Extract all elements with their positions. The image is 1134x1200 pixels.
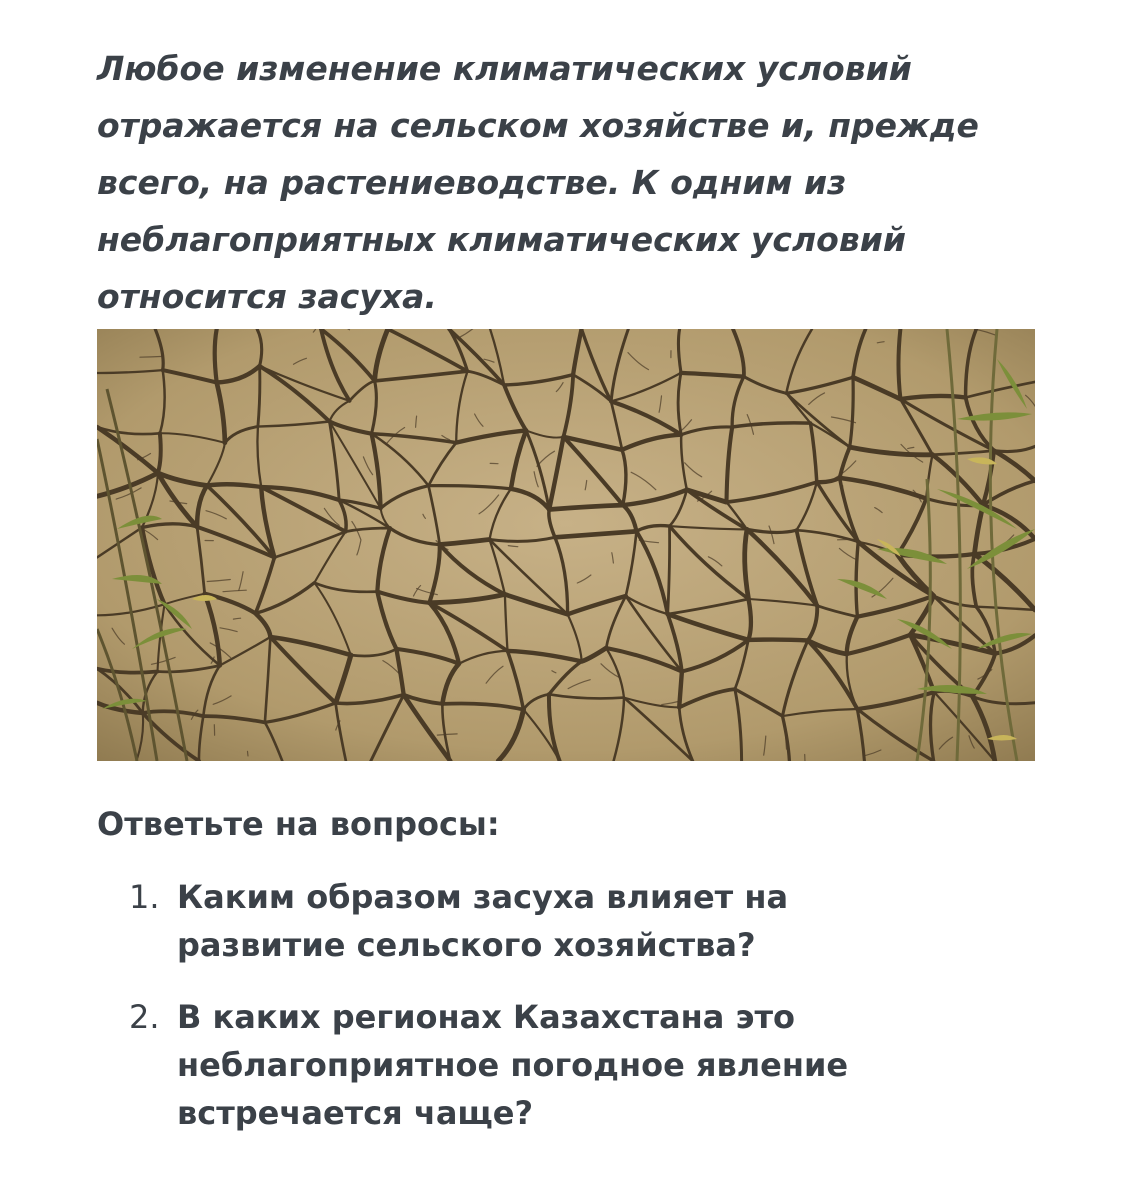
soil-crack (898, 329, 900, 399)
question-line: В каких регионах Казахстана это (177, 998, 796, 1036)
soil-crack (748, 640, 807, 641)
soil-hairline-crack (140, 356, 163, 357)
soil-hairline-crack (838, 539, 857, 540)
soil-hairline-crack (248, 751, 249, 756)
question-number: 2. (129, 998, 160, 1036)
question-number: 1. (129, 878, 160, 916)
question-item-2 (97, 993, 1037, 1137)
soil-crack (215, 329, 217, 383)
question-line: неблагоприятное погодное явление (177, 1046, 849, 1084)
soil-crack (748, 599, 751, 640)
intro-paragraph (97, 40, 1037, 325)
questions-heading: Ответьте на вопросы: (97, 805, 500, 843)
cracked-soil-image (97, 329, 1035, 761)
question-line: встречается чаще? (177, 1094, 534, 1132)
soil-crack (679, 672, 682, 708)
intro-line: неблагоприятных климатических условий (97, 220, 906, 259)
intro-line: всего, на растениеводстве. К одним из (97, 163, 847, 202)
intro-line: Любое изменение климатических условий (97, 49, 912, 88)
drought-cracked-soil-photo (97, 329, 1035, 761)
intro-line: относится засуха. (97, 277, 437, 316)
intro-line: отражается на сельском хозяйстве и, прежде (97, 106, 979, 145)
soil-crack (207, 484, 261, 487)
question-item-1 (97, 873, 1037, 969)
question-line: развитие сельского хозяйства? (177, 926, 756, 964)
questions-list (97, 873, 1037, 1161)
question-line: Каким образом засуха влияет на (177, 878, 789, 916)
